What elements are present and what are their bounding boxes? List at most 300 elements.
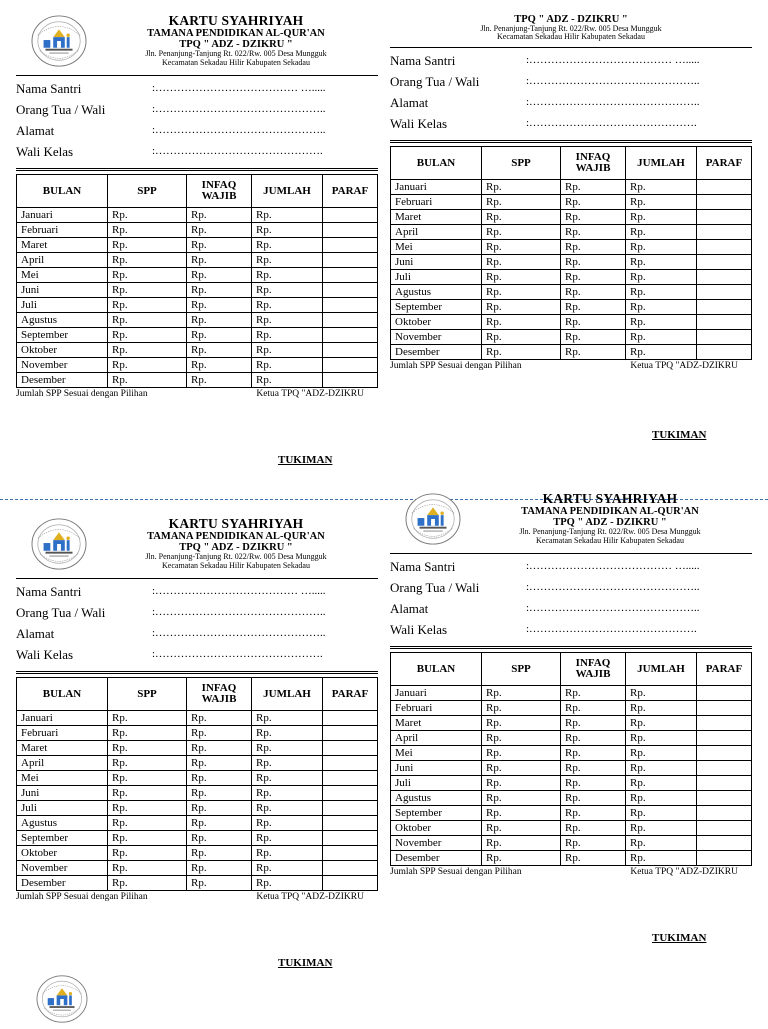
table-row (391, 836, 752, 851)
paraf-cell (697, 761, 752, 776)
jumlah-cell: Rp. (252, 238, 323, 253)
table-row (17, 373, 378, 388)
month-cell: April (391, 731, 482, 746)
card-bottom-right (390, 492, 752, 879)
tpq-logo-icon (30, 517, 88, 571)
spp-cell: Rp. (482, 821, 561, 836)
month-cell: Mei (17, 771, 108, 786)
paraf-cell (323, 313, 378, 328)
field-label: Nama Santri (390, 559, 456, 574)
infaq-cell: Rp. (187, 253, 252, 268)
spp-cell: Rp. (482, 255, 561, 270)
table-row (17, 283, 378, 298)
month-cell: Desember (391, 345, 482, 360)
jumlah-cell: Rp. (626, 791, 697, 806)
paraf-cell (323, 298, 378, 313)
month-cell: Januari (17, 711, 108, 726)
month-cell: Februari (17, 223, 108, 238)
field-row (390, 598, 752, 619)
spp-cell: Rp. (482, 330, 561, 345)
org-name: TAMANA PENDIDIKAN AL-QUR'AN (147, 28, 325, 40)
spp-cell: Rp. (482, 806, 561, 821)
jumlah-cell: Rp. (626, 746, 697, 761)
jumlah-cell: Rp. (252, 876, 323, 891)
jumlah-cell: Rp. (626, 821, 697, 836)
spp-cell: Rp. (108, 861, 187, 876)
month-cell: Oktober (17, 343, 108, 358)
infaq-cell: Rp. (561, 345, 626, 360)
infaq-cell: Rp. (187, 726, 252, 741)
jumlah-cell: Rp. (252, 801, 323, 816)
infaq-cell: Rp. (187, 861, 252, 876)
paraf-cell (323, 373, 378, 388)
tpq-name: TPQ " ADZ - DZIKRU " (179, 542, 293, 554)
tpq-logo-icon (30, 14, 88, 68)
card-title: KARTU SYAHRIYAH (168, 13, 304, 28)
field-blank: :………………………………………. (526, 623, 697, 635)
month-cell: Februari (391, 195, 482, 210)
field-row (16, 141, 378, 162)
table-row (17, 711, 378, 726)
address-line-2: Kecamatan Sekadau Hilir Kabupaten Sekadau (162, 57, 310, 67)
paraf-cell (323, 726, 378, 741)
jumlah-cell: Rp. (252, 786, 323, 801)
jumlah-cell: Rp. (626, 701, 697, 716)
field-row (16, 644, 378, 665)
field-blank: :………………………………… …..... (526, 54, 700, 66)
field-label: Nama Santri (16, 81, 82, 96)
spp-cell: Rp. (482, 240, 561, 255)
jumlah-cell: Rp. (626, 776, 697, 791)
header-divider (390, 47, 752, 48)
spp-cell: Rp. (108, 238, 187, 253)
table-row (17, 238, 378, 253)
field-blank: :……………………………………….. (152, 606, 326, 618)
field-blank: :………………………………… …..... (152, 585, 326, 597)
column-header: JUMLAH (626, 147, 697, 180)
infaq-cell: Rp. (187, 343, 252, 358)
footer-note: Jumlah SPP Sesuai dengan Pilihan (16, 389, 148, 399)
field-blank: :………………………………………. (152, 145, 323, 157)
paraf-cell (697, 806, 752, 821)
payment-table (390, 652, 752, 866)
month-cell: November (391, 330, 482, 345)
jumlah-cell: Rp. (252, 741, 323, 756)
paraf-cell (697, 195, 752, 210)
paraf-cell (323, 801, 378, 816)
table-row (391, 716, 752, 731)
card-footer (390, 361, 752, 373)
field-row (16, 99, 378, 120)
field-row (390, 50, 752, 71)
jumlah-cell: Rp. (626, 806, 697, 821)
paraf-cell (323, 208, 378, 223)
paraf-cell (323, 358, 378, 373)
month-cell: Agustus (391, 285, 482, 300)
paraf-cell (697, 731, 752, 746)
spp-cell: Rp. (482, 776, 561, 791)
header-divider (16, 578, 378, 579)
card-header (390, 492, 752, 550)
table-row (17, 846, 378, 861)
infaq-cell: Rp. (187, 711, 252, 726)
field-label: Nama Santri (16, 584, 82, 599)
paraf-cell (697, 270, 752, 285)
infaq-cell: Rp. (561, 180, 626, 195)
jumlah-cell: Rp. (252, 283, 323, 298)
infaq-cell: Rp. (187, 741, 252, 756)
spp-cell: Rp. (482, 345, 561, 360)
jumlah-cell: Rp. (252, 313, 323, 328)
field-row (16, 581, 378, 602)
field-label: Alamat (390, 95, 429, 110)
infaq-cell: Rp. (187, 358, 252, 373)
header-divider (390, 553, 752, 554)
field-label: Alamat (16, 626, 55, 641)
infaq-cell: Rp. (561, 255, 626, 270)
month-cell: Januari (17, 208, 108, 223)
payment-table (390, 146, 752, 360)
table-row (391, 851, 752, 866)
column-header: SPP (108, 175, 187, 208)
infaq-cell: Rp. (187, 846, 252, 861)
address-line-2: Kecamatan Sekadau Hilir Kabupaten Sekadau (497, 32, 645, 42)
org-name: TAMANA PENDIDIKAN AL-QUR'AN (521, 506, 699, 518)
field-blank: :……………………………………….. (526, 581, 700, 593)
table-row (17, 328, 378, 343)
field-blank: :………………………………………. (152, 648, 323, 660)
infaq-cell: Rp. (561, 836, 626, 851)
spp-cell: Rp. (108, 283, 187, 298)
jumlah-cell: Rp. (626, 195, 697, 210)
infaq-cell: Rp. (187, 328, 252, 343)
column-header: SPP (482, 653, 561, 686)
footer-signature-title: Ketua TPQ "ADZ-DZIKRU (256, 892, 364, 902)
paraf-cell (697, 255, 752, 270)
spp-cell: Rp. (108, 816, 187, 831)
jumlah-cell: Rp. (626, 240, 697, 255)
jumlah-cell: Rp. (626, 686, 697, 701)
paraf-cell (697, 701, 752, 716)
footer-signature-title: Ketua TPQ "ADZ-DZIKRU (256, 389, 364, 399)
jumlah-cell: Rp. (626, 716, 697, 731)
spp-cell: Rp. (482, 210, 561, 225)
table-row (17, 268, 378, 283)
paraf-cell (323, 328, 378, 343)
column-header: PARAF (697, 653, 752, 686)
footer-signature-title: Ketua TPQ "ADZ-DZIKRU (630, 361, 738, 371)
month-cell: Agustus (391, 791, 482, 806)
paraf-cell (323, 223, 378, 238)
paraf-cell (697, 285, 752, 300)
paraf-cell (697, 776, 752, 791)
footer-note: Jumlah SPP Sesuai dengan Pilihan (16, 892, 148, 902)
infaq-cell: Rp. (187, 283, 252, 298)
month-cell: September (391, 806, 482, 821)
paraf-cell (697, 836, 752, 851)
paraf-cell (323, 831, 378, 846)
spp-cell: Rp. (482, 225, 561, 240)
infaq-cell: Rp. (187, 831, 252, 846)
table-row (391, 806, 752, 821)
month-cell: Juli (17, 298, 108, 313)
jumlah-cell: Rp. (626, 180, 697, 195)
address-line-1: Jln. Penanjung-Tanjung Rt. 022/Rw. 005 Desa Mungguk (145, 552, 327, 562)
tpq-logo-icon (404, 492, 462, 546)
jumlah-cell: Rp. (252, 268, 323, 283)
jumlah-cell: Rp. (626, 270, 697, 285)
infaq-cell: Rp. (561, 731, 626, 746)
table-row (391, 240, 752, 255)
table-row (391, 761, 752, 776)
paraf-cell (323, 238, 378, 253)
field-label: Orang Tua / Wali (390, 580, 480, 595)
card-top-right (390, 14, 752, 373)
table-row (17, 313, 378, 328)
infaq-cell: Rp. (561, 791, 626, 806)
table-row (17, 756, 378, 771)
paraf-cell (323, 756, 378, 771)
infaq-cell: Rp. (561, 686, 626, 701)
column-header: PARAF (323, 678, 378, 711)
spp-cell: Rp. (482, 285, 561, 300)
table-row (391, 255, 752, 270)
spp-cell: Rp. (108, 846, 187, 861)
spp-cell: Rp. (108, 741, 187, 756)
card-footer (16, 389, 378, 401)
infaq-cell: Rp. (187, 373, 252, 388)
table-row (391, 195, 752, 210)
table-row (17, 253, 378, 268)
table-row (391, 821, 752, 836)
jumlah-cell: Rp. (626, 285, 697, 300)
address-line-1: Jln. Penanjung-Tanjung Rt. 022/Rw. 005 Desa Mungguk (480, 24, 662, 34)
spp-cell: Rp. (108, 711, 187, 726)
month-cell: April (391, 225, 482, 240)
card-top-left (16, 14, 378, 401)
jumlah-cell: Rp. (626, 210, 697, 225)
month-cell: November (17, 358, 108, 373)
spp-cell: Rp. (108, 358, 187, 373)
payment-table (16, 174, 378, 388)
infaq-cell: Rp. (187, 223, 252, 238)
jumlah-cell: Rp. (252, 756, 323, 771)
tpq-name: TPQ " ADZ - DZIKRU " (553, 517, 667, 529)
table-row (17, 861, 378, 876)
spp-cell: Rp. (108, 208, 187, 223)
table-row (391, 345, 752, 360)
table-row (391, 701, 752, 716)
month-cell: September (17, 328, 108, 343)
infaq-cell: Rp. (561, 701, 626, 716)
column-header: JUMLAH (252, 678, 323, 711)
org-name: TAMANA PENDIDIKAN AL-QUR'AN (147, 531, 325, 543)
table-row (17, 831, 378, 846)
jumlah-cell: Rp. (252, 208, 323, 223)
month-cell: Maret (391, 210, 482, 225)
jumlah-cell: Rp. (626, 300, 697, 315)
jumlah-cell: Rp. (252, 223, 323, 238)
paraf-cell (697, 240, 752, 255)
spp-cell: Rp. (108, 756, 187, 771)
column-header: PARAF (323, 175, 378, 208)
infaq-cell: Rp. (187, 876, 252, 891)
infaq-cell: Rp. (187, 268, 252, 283)
infaq-cell: Rp. (561, 195, 626, 210)
spp-cell: Rp. (108, 343, 187, 358)
month-cell: Oktober (391, 315, 482, 330)
footer-note: Jumlah SPP Sesuai dengan Pilihan (390, 361, 522, 371)
column-header: BULAN (391, 147, 482, 180)
table-row (17, 801, 378, 816)
spp-cell: Rp. (108, 328, 187, 343)
infaq-cell: Rp. (187, 771, 252, 786)
paraf-cell (323, 846, 378, 861)
month-cell: Maret (17, 741, 108, 756)
column-header: INFAQ WAJIB (187, 678, 252, 711)
infaq-cell: Rp. (187, 756, 252, 771)
address-line-2: Kecamatan Sekadau Hilir Kabupaten Sekadau (536, 535, 684, 545)
field-row (390, 619, 752, 640)
paraf-cell (323, 343, 378, 358)
table-row (391, 270, 752, 285)
field-row (390, 113, 752, 134)
spp-cell: Rp. (482, 716, 561, 731)
month-cell: Desember (17, 373, 108, 388)
infaq-cell: Rp. (187, 298, 252, 313)
month-cell: Februari (17, 726, 108, 741)
paraf-cell (323, 876, 378, 891)
field-blank: :……………………………………….. (152, 103, 326, 115)
footer-note: Jumlah SPP Sesuai dengan Pilihan (390, 867, 522, 877)
jumlah-cell: Rp. (252, 298, 323, 313)
card-header (16, 14, 378, 72)
paraf-cell (323, 786, 378, 801)
month-cell: November (17, 861, 108, 876)
identity-fields (16, 581, 378, 665)
infaq-cell: Rp. (187, 786, 252, 801)
month-cell: Agustus (17, 313, 108, 328)
column-header: SPP (482, 147, 561, 180)
jumlah-cell: Rp. (252, 861, 323, 876)
paraf-cell (323, 283, 378, 298)
month-cell: Januari (391, 686, 482, 701)
spp-cell: Rp. (108, 831, 187, 846)
infaq-cell: Rp. (187, 208, 252, 223)
spp-cell: Rp. (108, 268, 187, 283)
jumlah-cell: Rp. (626, 315, 697, 330)
jumlah-cell: Rp. (252, 771, 323, 786)
infaq-cell: Rp. (561, 315, 626, 330)
paraf-cell (323, 741, 378, 756)
field-label: Alamat (16, 123, 55, 138)
infaq-cell: Rp. (187, 801, 252, 816)
spp-cell: Rp. (482, 746, 561, 761)
table-row (17, 343, 378, 358)
jumlah-cell: Rp. (252, 253, 323, 268)
spp-cell: Rp. (108, 786, 187, 801)
jumlah-cell: Rp. (626, 345, 697, 360)
card-title: KARTU SYAHRIYAH (168, 516, 304, 531)
card-header (390, 14, 752, 44)
infaq-cell: Rp. (187, 313, 252, 328)
paraf-cell (697, 851, 752, 866)
spp-cell: Rp. (482, 836, 561, 851)
jumlah-cell: Rp. (626, 731, 697, 746)
infaq-cell: Rp. (561, 821, 626, 836)
month-cell: Januari (391, 180, 482, 195)
identity-fields (390, 556, 752, 640)
paraf-cell (323, 771, 378, 786)
field-row (390, 556, 752, 577)
tpq-logo-icon (30, 974, 94, 1024)
spp-cell: Rp. (482, 180, 561, 195)
table-row (17, 298, 378, 313)
table-row (17, 208, 378, 223)
paraf-cell (697, 210, 752, 225)
field-blank: :………………………………… …..... (152, 82, 326, 94)
infaq-cell: Rp. (561, 270, 626, 285)
table-row (391, 225, 752, 240)
column-header: BULAN (17, 678, 108, 711)
month-cell: Mei (17, 268, 108, 283)
jumlah-cell: Rp. (626, 225, 697, 240)
address-line-1: Jln. Penanjung-Tanjung Rt. 022/Rw. 005 Desa Mungguk (145, 49, 327, 59)
table-row (391, 731, 752, 746)
jumlah-cell: Rp. (252, 711, 323, 726)
field-blank: :……………………………………….. (526, 96, 700, 108)
table-row (17, 816, 378, 831)
table-row (391, 315, 752, 330)
spp-cell: Rp. (108, 726, 187, 741)
column-header: JUMLAH (626, 653, 697, 686)
paraf-cell (697, 330, 752, 345)
infaq-cell: Rp. (561, 776, 626, 791)
table-row (17, 876, 378, 891)
field-blank: :………………………………………. (526, 117, 697, 129)
card-footer (390, 867, 752, 879)
infaq-cell: Rp. (561, 225, 626, 240)
spp-cell: Rp. (482, 315, 561, 330)
field-row (390, 577, 752, 598)
field-label: Wali Kelas (390, 116, 448, 131)
jumlah-cell: Rp. (252, 816, 323, 831)
month-cell: April (17, 756, 108, 771)
card-bottom-left (16, 517, 378, 904)
table-row (17, 223, 378, 238)
signer-top-right: TUKIMAN (652, 429, 707, 441)
table-row (17, 786, 378, 801)
column-header: SPP (108, 678, 187, 711)
spp-cell: Rp. (482, 300, 561, 315)
jumlah-cell: Rp. (626, 255, 697, 270)
spp-cell: Rp. (482, 761, 561, 776)
field-row (390, 71, 752, 92)
column-header: BULAN (391, 653, 482, 686)
table-row (391, 776, 752, 791)
column-header: INFAQ WAJIB (561, 147, 626, 180)
month-cell: Agustus (17, 816, 108, 831)
column-header: PARAF (697, 147, 752, 180)
month-cell: Juli (391, 270, 482, 285)
jumlah-cell: Rp. (626, 330, 697, 345)
month-cell: Juni (17, 283, 108, 298)
spp-cell: Rp. (482, 731, 561, 746)
month-cell: Juni (17, 786, 108, 801)
month-cell: Desember (391, 851, 482, 866)
field-blank: :……………………………………….. (152, 124, 326, 136)
spp-cell: Rp. (482, 701, 561, 716)
